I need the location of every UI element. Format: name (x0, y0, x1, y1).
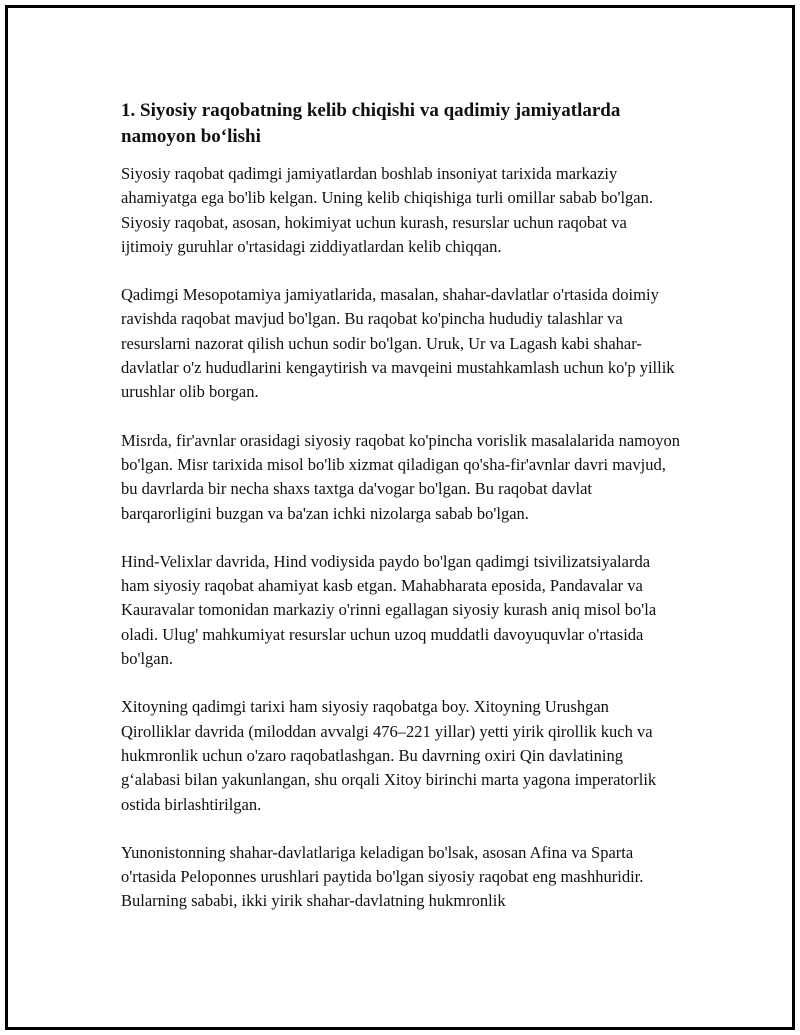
document-body (121, 98, 681, 938)
section-heading: 1. Siyosiy raqobatning kelib chiqishi va qadimiy jamiyatlarda namoyon bo‘lishi (121, 100, 621, 147)
paragraph-2: Qadimgi Mesopotamiya jamiyatlarida, masalan, shahar-davlatlar o'rtasida doimiy ravishda raqobat mavjud bo'lgan. Bu raqobat ko'pincha hududiy talashlar va resurslarni nazorat qilish uchun sodir bo'lgan. Uruk, Ur va Lagash kabi shahar-davlatlar o'z hududlarini kengaytirish va mavqeini mustahkamlash uchun ko'p yillik urushlar olib borgan. (121, 285, 675, 402)
paragraph-3: Misrda, fir'avnlar orasidagi siyosiy raqobat ko'pincha vorislik masalalarida namoyon bo'lgan. Misr tarixida misol bo'lib xizmat qiladigan qo'sha-fir'avnlar davri mavjud, bu davrlarda bir necha shaxs taxtga da'vogar bo'lgan. Bu raqobat davlat barqarorligini buzgan va ba'zan ichki nizolarga sabab bo'lgan. (121, 430, 681, 523)
paragraph-5: Xitoyning qadimgi tarixi ham siyosiy raqobatga boy. Xitoyning Urushgan Qirolliklar davrida (miloddan avvalgi 476–221 yillar) yetti yirik qirollik kuch va hukmronlik uchun o'zaro raqobatlashgan. Bu davrning oxiri Qin davlatining g‘alabasi bilan yakunlangan, shu orqali Xitoy birinchi marta yagona imperatorlik ostida birlashtirilgan. (121, 697, 657, 814)
paragraph-4: Hind-Velixlar davrida, Hind vodiysida paydo bo'lgan qadimgi tsivilizatsiyalarda ham siyosiy raqobat ahamiyat kasb etgan. Mahabharata eposida, Pandavalar va Kauravalar tomonidan markaziy o'rinni egallagan siyosiy kurash aniq misol bo'la oladi. Ulug' mahkumiyat resurslar uchun uzoq muddatli davoyuquvlar o'rtasida bo'lgan. (121, 551, 657, 669)
paragraph-6: Yunonistonning shahar-davlatlariga keladigan bo'lsak, asosan Afina va Sparta o'rtasida Peloponnes urushlari paytida bo'lgan siyosiy raqobat eng mashhuridir. Bularning sababi, ikki yirik shahar-davlatning hukmronlik (121, 842, 644, 911)
document-page (5, 5, 795, 1030)
paragraph-1: Siyosiy raqobat qadimgi jamiyatlardan boshlab insoniyat tarixida markaziy ahamiyatga ega bo'lib kelgan. Uning kelib chiqishiga turli omillar sabab bo'lgan. Siyosiy raqobat, asosan, hokimiyat uchun kurash, resurslar uchun raqobat va ijtimoiy guruhlar o'rtasidagi ziddiyatlardan kelib chiqqan. (121, 164, 653, 256)
